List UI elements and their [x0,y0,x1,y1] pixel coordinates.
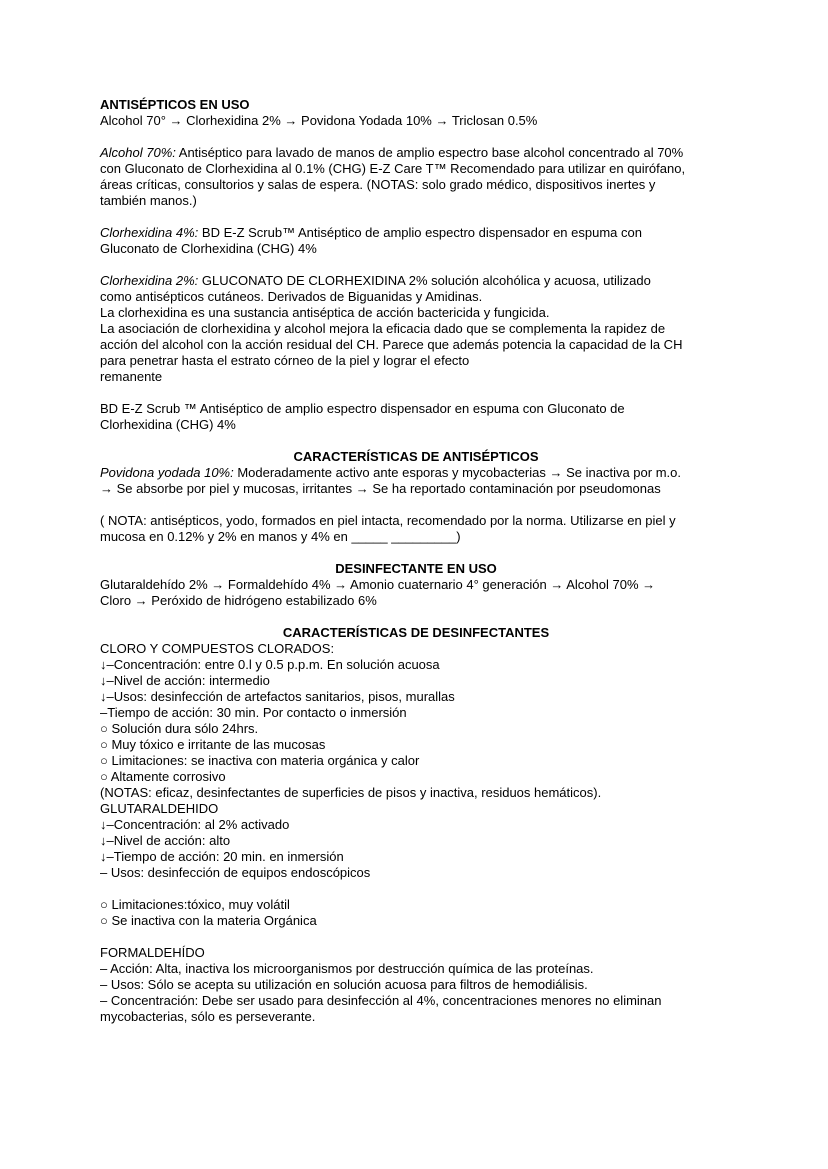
doc-line [100,641,732,657]
doc-heading [100,97,732,113]
doc-blank-line [100,209,732,225]
doc-text-segment: para penetrar hasta el estrato córneo de la piel y lograr el efecto [100,353,470,368]
doc-text-segment: – Concentración: Debe ser usado para desinfección al 4%, concentraciones menores no eliminan [100,993,662,1008]
doc-text-segment: GLUCONATO DE CLORHEXIDINA 2% solución alcohólica y acuosa, utilizado [198,273,651,288]
doc-text-segment: ↓–Usos: desinfección de artefactos sanitarios, pisos, murallas [100,689,455,704]
doc-text-segment: ↓–Concentración: al 2% activado [100,817,290,832]
doc-text-segment: como antisépticos cutáneos. Derivados de Biguanidas y Amidinas. [100,289,483,304]
doc-line [100,785,732,801]
doc-line [100,241,732,257]
doc-text-segment: Cloro → Peróxido de hidrógeno estabilizado 6% [100,593,377,608]
doc-line [100,753,732,769]
doc-text-segment: BD E-Z Scrub ™ Antiséptico de amplio espectro dispensador en espuma con Gluconato de [100,401,625,416]
doc-line [100,817,732,833]
doc-blank-line [100,545,732,561]
doc-line [100,161,732,177]
doc-line [100,273,732,289]
doc-line [100,737,732,753]
doc-text-segment: ↓–Nivel de acción: alto [100,833,231,848]
doc-line [100,529,732,545]
doc-line [100,513,732,529]
doc-blank-line [100,129,732,145]
doc-blank-line [100,257,732,273]
doc-text-segment: La asociación de clorhexidina y alcohol mejora la eficacia dado que se complementa la rapidez de [100,321,666,336]
doc-line [100,689,732,705]
doc-text-segment: acción del alcohol con la acción residual del CH. Parece que además potencia la capacidad de la CH [100,337,683,352]
doc-text-segment: ↓–Concentración: entre 0.l y 0.5 p.p.m. En solución acuosa [100,657,440,672]
doc-text-segment: ↓–Tiempo de acción: 20 min. en inmersión [100,849,344,864]
doc-text-segment: mycobacterias, sólo es perseverante. [100,1009,316,1024]
doc-line [100,225,732,241]
doc-line [100,593,732,609]
doc-blank-line [100,385,732,401]
doc-line [100,337,732,353]
doc-line [100,289,732,305]
doc-text-segment: BD E-Z Scrub™ Antiséptico de amplio espectro dispensador en espuma con [198,225,642,240]
doc-text-segment: La clorhexidina es una sustancia antiséptica de acción bactericida y fungicida. [100,305,550,320]
doc-text-segment: → Se absorbe por piel y mucosas, irritantes → Se ha reportado contaminación por pseudomonas [100,481,661,496]
doc-text-segment: Glutaraldehído 2% → Formaldehído 4% → Amonio cuaternario 4° generación → Alcohol 70% → [100,577,656,592]
doc-text-segment: Povidona yodada 10%: [100,465,234,480]
doc-line [100,577,732,593]
doc-line [100,993,732,1009]
doc-line [100,145,732,161]
doc-line [100,401,732,417]
doc-text-segment: ○ Limitaciones:tóxico, muy volátil [100,897,290,912]
doc-line [100,961,732,977]
doc-line [100,193,732,209]
doc-line [100,913,732,929]
doc-text-segment: Gluconato de Clorhexidina (CHG) 4% [100,241,317,256]
doc-line [100,865,732,881]
doc-line [100,321,732,337]
doc-line [100,833,732,849]
doc-line [100,673,732,689]
doc-text-segment: también manos.) [100,193,197,208]
doc-text-segment: Antiséptico para lavado de manos de amplio espectro base alcohol concentrado al 70% [175,145,684,160]
doc-text-segment: DESINFECTANTE EN USO [335,561,497,576]
doc-text-segment: Clorhexidina 4%: [100,225,199,240]
doc-text-segment: con Gluconato de Clorhexidina al 0.1% (CHG) E-Z Care T™ Recomendado para utilizar en quirófano, [100,161,686,176]
doc-line [100,369,732,385]
doc-text-segment: ○ Altamente corrosivo [100,769,226,784]
doc-blank-line [100,497,732,513]
doc-line [100,977,732,993]
doc-text-segment: mucosa en 0.12% y 2% en manos y 4% en _____ _________) [100,529,461,544]
doc-text-segment: CLORO Y COMPUESTOS CLORADOS: [100,641,335,656]
doc-heading [100,625,732,641]
doc-text-segment: ○ Muy tóxico e irritante de las mucosas [100,737,326,752]
doc-text-segment: CARACTERÍSTICAS DE ANTISÉPTICOS [293,449,539,464]
doc-line [100,481,732,497]
doc-blank-line [100,929,732,945]
doc-line [100,657,732,673]
doc-text-segment: – Usos: Sólo se acepta su utilización en solución acuosa para filtros de hemodiálisis. [100,977,588,992]
doc-text-segment: –Tiempo de acción: 30 min. Por contacto o inmersión [100,705,407,720]
doc-text-segment: Clorhexidina 2%: [100,273,199,288]
doc-line [100,849,732,865]
doc-blank-line [100,881,732,897]
doc-line [100,1009,732,1025]
doc-text-segment: Clorhexidina (CHG) 4% [100,417,236,432]
doc-text-segment: FORMALDEHÍDO [100,945,205,960]
doc-text-segment: ○ Se inactiva con la materia Orgánica [100,913,317,928]
doc-line [100,353,732,369]
doc-line [100,721,732,737]
doc-text-segment: ○ Solución dura sólo 24hrs. [100,721,259,736]
doc-line [100,705,732,721]
doc-text-segment: Moderadamente activo ante esporas y mycobacterias → Se inactiva por m.o. [233,465,681,480]
doc-text-segment: – Acción: Alta, inactiva los microorganismos por destrucción química de las proteínas. [100,961,594,976]
doc-line [100,177,732,193]
doc-line [100,769,732,785]
doc-line [100,801,732,817]
doc-line [100,897,732,913]
doc-line [100,113,732,129]
doc-text-segment: GLUTARALDEHIDO [100,801,219,816]
doc-blank-line [100,609,732,625]
doc-text-segment: áreas críticas, consultorios y salas de espera. (NOTAS: solo grado médico, dispositivos inertes y [100,177,656,192]
doc-heading [100,449,732,465]
doc-text-segment: Alcohol 70° → Clorhexidina 2% → Povidona Yodada 10% → Triclosan 0.5% [100,113,538,128]
doc-text-segment: ↓–Nivel de acción: intermedio [100,673,270,688]
doc-text-segment: (NOTAS: eficaz, desinfectantes de superficies de pisos y inactiva, residuos hemáticos). [100,785,602,800]
doc-line [100,465,732,481]
doc-text-segment: ANTISÉPTICOS EN USO [100,97,250,112]
doc-text-segment: remanente [100,369,163,384]
doc-text-segment: – Usos: desinfección de equipos endoscópicos [100,865,371,880]
doc-text-segment: ( NOTA: antisépticos, yodo, formados en piel intacta, recomendado por la norma. Utilizarse en piel y [100,513,676,528]
doc-text-segment: Alcohol 70%: [100,145,176,160]
doc-line [100,417,732,433]
doc-text-segment: CARACTERÍSTICAS DE DESINFECTANTES [282,625,550,640]
doc-line [100,945,732,961]
doc-line [100,305,732,321]
doc-blank-line [100,433,732,449]
doc-text-segment: ○ Limitaciones: se inactiva con materia orgánica y calor [100,753,420,768]
doc-heading [100,561,732,577]
